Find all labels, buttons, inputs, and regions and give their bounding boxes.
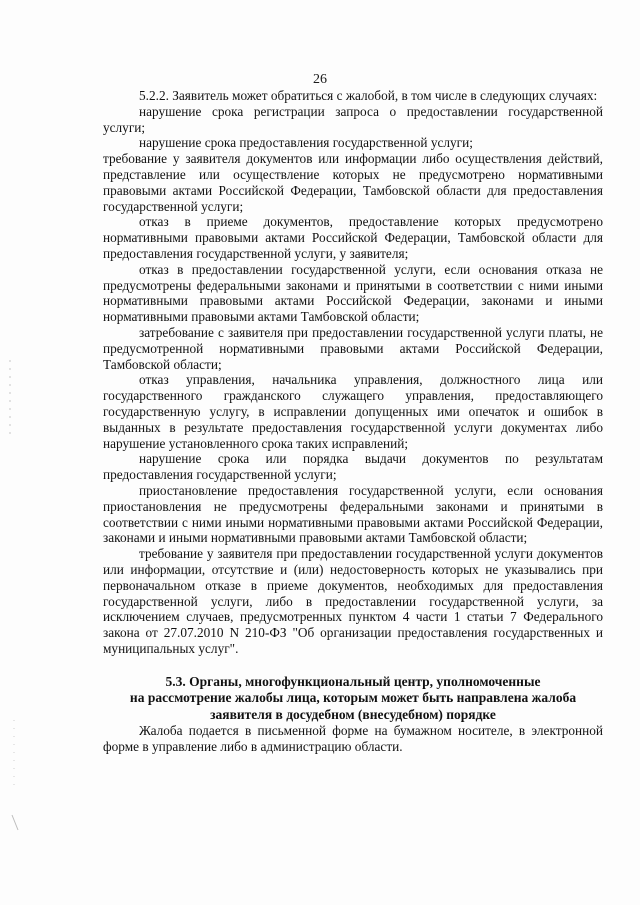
paragraph-5-2-2: 5.2.2. Заявитель может обратиться с жалобой, в том числе в следующих случаях: (139, 88, 598, 103)
paragraph-item: приостановление предоставления государственной услуги, если основания приостановления не предусмотрены федеральными законами и принятыми в соответствии с ними иными нормативными правовыми актами Российской Федерации, законами и иными нормативными правовыми актами Тамбовской области; (103, 482, 603, 546)
paragraph-item: отказ в предоставлении государственной услуги, если основания отказа не предусмотрены федеральными законами и принятыми в соответствии с ними иными нормативными правовыми актами Российской Федерации, законами и иными нормативными правовыми актами Тамбовской области; (103, 261, 603, 325)
paragraph-item: нарушение срока регистрации запроса о предоставлении государственной услуги; (103, 103, 603, 135)
paragraph-item: затребование с заявителя при предоставлении государственной услуги платы, не предусмотренной нормативными правовыми актами Российской Федерации, Тамбовской области; (103, 324, 603, 372)
paragraph-item: нарушение срока или порядка выдачи документов по результатам предоставления государственной услуги; (103, 451, 603, 483)
page-number: 26 (313, 72, 327, 87)
heading-line: 5.3. Органы, многофункциональный центр, уполномоченные (165, 673, 541, 689)
paragraph-item: отказ управления, начальника управления, должностного лица или государственного гражданского служащего управления, предоставляющего государственную услугу, в исправлении допущенных ими опечаток и ошибок в выданных в результате предоставления государственной услуги документах либо нарушение установленного срока таких исправлений; (103, 372, 603, 451)
paragraph-item: требование у заявителя документов или информации либо осуществления действий, представление или осуществление которых не предусмотрено нормативными правовыми актами Российской Федерации, Тамбовской области для предоставления государственной услуги; (103, 151, 603, 214)
heading-line: на рассмотрение жалобы лица, которым может быть направлена жалоба (129, 690, 577, 706)
scan-edge-marks (0, 0, 30, 905)
document-body (103, 88, 603, 755)
paragraph-complaint-form: Жалоба подается в письменной форме на бумажном носителе, в электронной форме в управление либо в администрацию области. (103, 723, 603, 754)
paragraph-item: нарушение срока предоставления государственной услуги; (139, 135, 473, 151)
paragraph-item: отказ в приеме документов, предоставление которых предусмотрено нормативными правовыми актами Российской Федерации, Тамбовской области для предоставления государственной услуги, у заявителя; (103, 214, 603, 261)
section-heading-5-3 (103, 674, 603, 724)
paragraph-item: требование у заявителя при предоставлении государственной услуги документов или информации, отсутствие и (или) недостоверность которых не указывались при первоначальном отказе в приеме документов, необходимых для предоставления государственной услуги, либо в предоставлении государственной услуги, за исключением случаев, предусмотренных пунктом 4 части 1 статьи 7 Федерального закона от 27.07.2010 N 210-ФЗ "Об организации предоставления государственных и муниципальных услуг". (103, 546, 603, 656)
heading-line: заявителя в досудебном (внесудебном) порядке (210, 706, 496, 722)
